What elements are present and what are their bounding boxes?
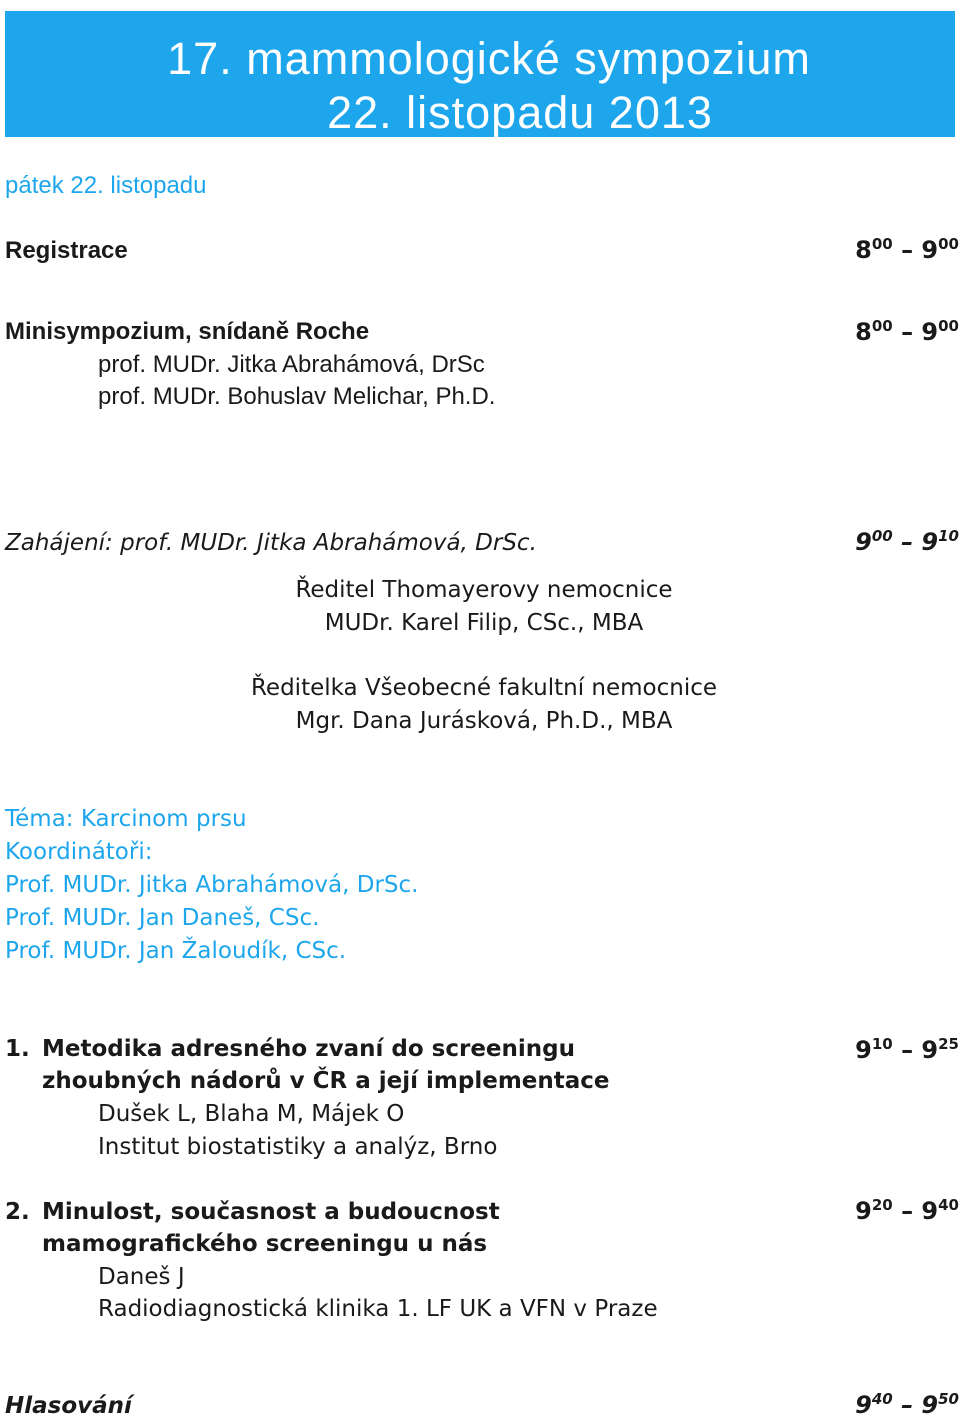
voting-time: $9^{40} - 9^{50}$	[855, 1390, 959, 1419]
talk-time: $9^{20} - 9^{40}$	[855, 1196, 959, 1225]
coordinator: Prof. MUDr. Jitka Abrahámová, DrSc.	[5, 872, 419, 898]
talk-number: 1.	[5, 1036, 30, 1062]
minisymposium-time: $8^{00} - 9^{00}$	[855, 317, 959, 346]
opening-guest-role: Ředitel Thomayerovy nemocnice	[295, 577, 673, 603]
talk-institution: Radiodiagnostická klinika 1. LF UK a VFN v Praze	[98, 1296, 658, 1322]
opening-guest-role: Ředitelka Všeobecné fakultní nemocnice	[250, 675, 718, 701]
minisymposium-speaker: prof. MUDr. Bohuslav Melichar, Ph.D.	[98, 383, 496, 410]
talk-title: Minulost, současnost a budoucnost	[42, 1199, 500, 1225]
day-heading: pátek 22. listopadu	[5, 172, 207, 199]
coordinator: Prof. MUDr. Jan Daneš, CSc.	[5, 905, 320, 931]
topic-theme: Téma: Karcinom prsu	[5, 806, 247, 832]
header-banner	[5, 11, 955, 137]
talk-institution: Institut biostatistiky a analýz, Brno	[98, 1134, 498, 1160]
symposium-title: 17. mammologické sympozium	[167, 33, 811, 84]
registration-time: $8^{00} - 9^{00}$	[855, 235, 959, 264]
coordinator: Prof. MUDr. Jan Žaloudík, CSc.	[5, 938, 347, 964]
talk-authors: Daneš J	[98, 1264, 185, 1290]
talk-authors: Dušek L, Blaha M, Májek O	[98, 1101, 405, 1127]
talk-number: 2.	[5, 1199, 30, 1225]
voting-label: Hlasování	[5, 1393, 132, 1419]
registration-label: Registrace	[5, 237, 128, 264]
coordinators-label: Koordinátoři:	[5, 839, 153, 865]
symposium-date: 22. listopadu 2013	[327, 87, 713, 138]
opening-title: Zahájení: prof. MUDr. Jitka Abrahámová, DrSc.	[5, 530, 537, 556]
opening-guest-name: MUDr. Karel Filip, CSc., MBA	[324, 610, 644, 636]
opening-time: $9^{00} - 9^{10}$	[855, 527, 959, 556]
talk-time: $9^{10} - 9^{25}$	[855, 1035, 959, 1064]
minisymposium-speaker: prof. MUDr. Jitka Abrahámová, DrSc	[98, 351, 485, 378]
talk-title: zhoubných nádorů v ČR a její implementace	[42, 1068, 610, 1094]
talk-title: Metodika adresného zvaní do screeningu	[42, 1036, 575, 1062]
opening-guest-name: Mgr. Dana Jurásková, Ph.D., MBA	[295, 708, 673, 734]
talk-title: mamografického screeningu u nás	[42, 1231, 488, 1257]
minisymposium-title: Minisympozium, snídaně Roche	[5, 318, 370, 345]
